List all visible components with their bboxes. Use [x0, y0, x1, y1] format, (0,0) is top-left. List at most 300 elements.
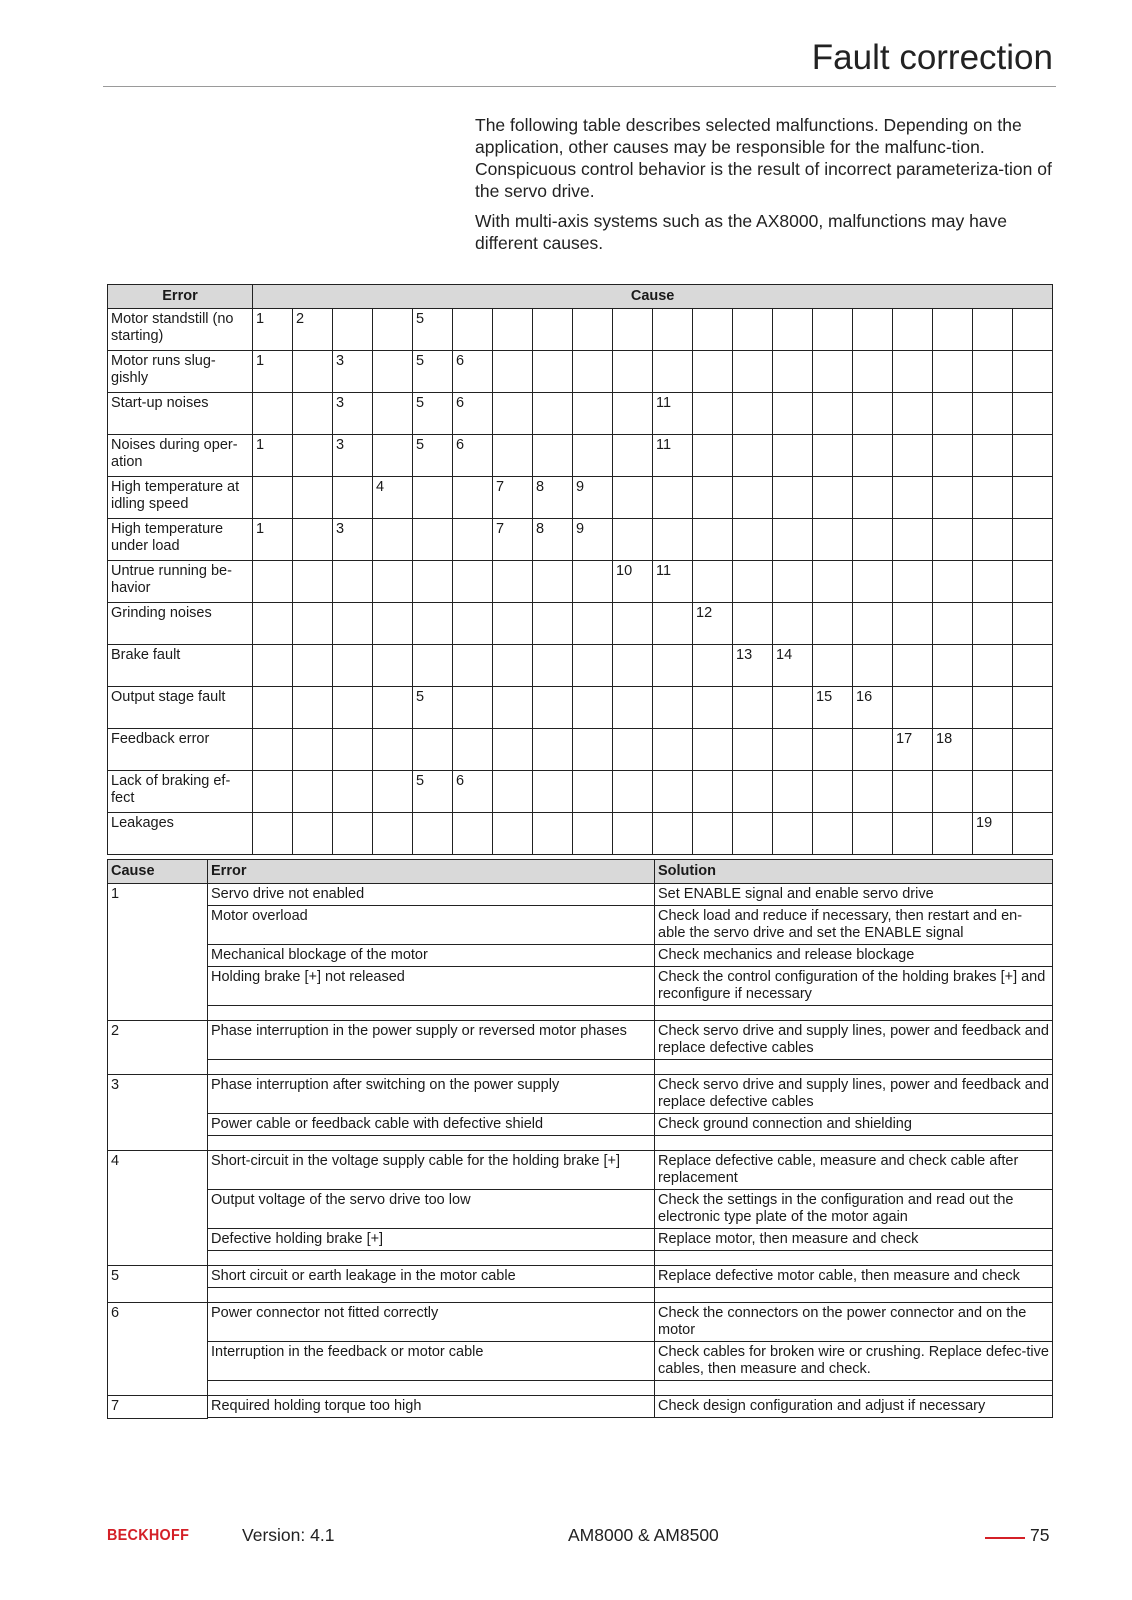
matrix-cause-cell	[853, 435, 893, 477]
matrix-cause-cell	[973, 729, 1013, 771]
matrix-cause-cell	[453, 729, 493, 771]
matrix-cause-cell	[653, 813, 693, 855]
matrix-error-cell: Noises during oper-ation	[108, 435, 253, 477]
solution-cause-cell: 2	[108, 1021, 208, 1075]
page-number-rule	[985, 1537, 1025, 1539]
matrix-cause-cell	[573, 645, 613, 687]
matrix-error-cell: Output stage fault	[108, 687, 253, 729]
group-spacer-row	[108, 1136, 1053, 1151]
solution-error-cell: Mechanical blockage of the motor	[208, 945, 655, 967]
matrix-cause-cell	[253, 771, 293, 813]
solution-row	[108, 945, 1053, 967]
solution-row	[108, 1151, 1053, 1190]
matrix-cause-cell: 11	[653, 435, 693, 477]
matrix-cause-cell	[373, 519, 413, 561]
matrix-cause-cell: 17	[893, 729, 933, 771]
matrix-cause-cell	[533, 687, 573, 729]
solution-text-cell: Replace defective cable, measure and check cable after replacement	[655, 1151, 1053, 1190]
spacer-cell	[655, 1381, 1053, 1396]
matrix-cause-cell: 10	[613, 561, 653, 603]
matrix-cause-cell	[933, 435, 973, 477]
spacer-cell	[208, 1136, 655, 1151]
matrix-cause-cell	[933, 687, 973, 729]
matrix-cause-cell	[693, 393, 733, 435]
matrix-cause-cell	[933, 477, 973, 519]
matrix-row	[108, 519, 1053, 561]
solutions-header-row	[108, 860, 1053, 884]
matrix-cause-cell	[493, 687, 533, 729]
spacer-cell	[208, 1288, 655, 1303]
solution-error-cell: Required holding torque too high	[208, 1396, 655, 1418]
matrix-cause-cell	[693, 687, 733, 729]
solution-error-cell: Short-circuit in the voltage supply cable for the holding brake [+]	[208, 1151, 655, 1190]
matrix-cause-cell	[253, 477, 293, 519]
matrix-cause-cell	[773, 771, 813, 813]
matrix-cause-cell	[573, 351, 613, 393]
solution-error-cell: Servo drive not enabled	[208, 884, 655, 906]
matrix-cause-cell	[453, 687, 493, 729]
matrix-row	[108, 813, 1053, 855]
matrix-cause-cell	[413, 519, 453, 561]
matrix-cause-cell	[853, 393, 893, 435]
matrix-cause-cell	[413, 813, 453, 855]
spacer-cell	[655, 1060, 1053, 1075]
matrix-cause-cell	[493, 771, 533, 813]
matrix-cause-cell	[493, 309, 533, 351]
solution-cause-cell: 3	[108, 1075, 208, 1151]
matrix-cause-cell	[613, 813, 653, 855]
matrix-cause-cell	[933, 771, 973, 813]
matrix-cause-cell	[373, 687, 413, 729]
matrix-cause-cell	[773, 309, 813, 351]
matrix-cause-cell	[333, 477, 373, 519]
matrix-cause-cell	[293, 477, 333, 519]
matrix-cause-cell	[373, 729, 413, 771]
matrix-cause-cell: 3	[333, 351, 373, 393]
matrix-cause-cell: 5	[413, 435, 453, 477]
solution-text-cell: Check servo drive and supply lines, power and feedback and replace defective cables	[655, 1021, 1053, 1060]
solution-error-cell: Holding brake [+] not released	[208, 967, 655, 1006]
matrix-header-cause: Cause	[253, 285, 1053, 309]
matrix-cause-cell: 5	[413, 687, 453, 729]
matrix-cause-cell	[973, 477, 1013, 519]
matrix-cause-cell	[253, 813, 293, 855]
spacer-cell	[208, 1418, 655, 1419]
matrix-cause-cell	[533, 729, 573, 771]
matrix-cause-cell	[333, 813, 373, 855]
matrix-cause-cell	[733, 561, 773, 603]
matrix-cause-cell	[813, 351, 853, 393]
matrix-cause-cell	[1013, 393, 1053, 435]
matrix-cause-cell	[613, 435, 653, 477]
matrix-cause-cell	[773, 561, 813, 603]
matrix-cause-cell	[493, 729, 533, 771]
matrix-cause-cell	[1013, 477, 1053, 519]
matrix-cause-cell	[693, 813, 733, 855]
matrix-cause-cell	[733, 435, 773, 477]
matrix-cause-cell	[853, 645, 893, 687]
solution-row	[108, 1303, 1053, 1342]
matrix-cause-cell	[773, 393, 813, 435]
matrix-cause-cell	[613, 519, 653, 561]
matrix-cause-cell	[933, 393, 973, 435]
matrix-cause-cell: 16	[853, 687, 893, 729]
matrix-cause-cell: 5	[413, 309, 453, 351]
matrix-cause-cell: 8	[533, 519, 573, 561]
fault-cause-matrix	[107, 284, 1053, 855]
matrix-cause-cell	[893, 393, 933, 435]
matrix-cause-cell	[853, 519, 893, 561]
matrix-cause-cell	[413, 645, 453, 687]
matrix-cause-cell	[893, 435, 933, 477]
matrix-cause-cell: 5	[413, 771, 453, 813]
matrix-cause-cell	[893, 645, 933, 687]
solution-error-cell: Output voltage of the servo drive too low	[208, 1190, 655, 1229]
matrix-cause-cell	[853, 561, 893, 603]
matrix-cause-cell	[1013, 435, 1053, 477]
matrix-cause-cell	[333, 309, 373, 351]
matrix-cause-cell	[893, 309, 933, 351]
matrix-cause-cell	[813, 645, 853, 687]
matrix-cause-cell	[973, 519, 1013, 561]
matrix-cause-cell	[493, 435, 533, 477]
matrix-row	[108, 477, 1053, 519]
matrix-cause-cell	[373, 771, 413, 813]
matrix-cause-cell	[373, 645, 413, 687]
cause-solution-table	[107, 859, 1053, 1419]
matrix-cause-cell	[813, 729, 853, 771]
matrix-cause-cell	[453, 561, 493, 603]
matrix-cause-cell	[893, 519, 933, 561]
matrix-cause-cell	[893, 687, 933, 729]
group-spacer-row	[108, 1060, 1053, 1075]
matrix-cause-cell	[253, 393, 293, 435]
matrix-row	[108, 771, 1053, 813]
matrix-cause-cell	[973, 603, 1013, 645]
solution-error-cell: Defective holding brake [+]	[208, 1229, 655, 1251]
matrix-cause-cell	[573, 729, 613, 771]
matrix-cause-cell	[1013, 645, 1053, 687]
matrix-error-cell: Brake fault	[108, 645, 253, 687]
matrix-cause-cell	[493, 351, 533, 393]
solution-row	[108, 1190, 1053, 1229]
solution-text-cell: Replace motor, then measure and check	[655, 1229, 1053, 1251]
matrix-cause-cell	[773, 519, 813, 561]
matrix-cause-cell	[373, 393, 413, 435]
matrix-cause-cell	[973, 393, 1013, 435]
matrix-cause-cell	[573, 687, 613, 729]
matrix-cause-cell	[893, 477, 933, 519]
matrix-error-cell: Grinding noises	[108, 603, 253, 645]
matrix-cause-cell	[453, 645, 493, 687]
matrix-cause-cell: 2	[293, 309, 333, 351]
matrix-cause-cell	[813, 561, 853, 603]
group-spacer-row	[108, 1381, 1053, 1396]
matrix-cause-cell	[853, 351, 893, 393]
matrix-cause-cell: 8	[533, 477, 573, 519]
intro-text	[475, 114, 1055, 254]
matrix-cause-cell: 18	[933, 729, 973, 771]
solution-cause-cell: 1	[108, 884, 208, 1021]
matrix-row	[108, 561, 1053, 603]
solution-cause-cell: 4	[108, 1151, 208, 1266]
solution-row	[108, 1075, 1053, 1114]
matrix-cause-cell	[373, 309, 413, 351]
solution-text-cell: Check design configuration and adjust if necessary	[655, 1396, 1053, 1418]
matrix-cause-cell	[653, 729, 693, 771]
matrix-cause-cell	[613, 687, 653, 729]
matrix-cause-cell	[813, 477, 853, 519]
matrix-cause-cell	[933, 561, 973, 603]
matrix-cause-cell	[1013, 561, 1053, 603]
matrix-cause-cell: 6	[453, 351, 493, 393]
matrix-cause-cell	[613, 393, 653, 435]
matrix-cause-cell	[653, 351, 693, 393]
group-spacer-row	[108, 1418, 1053, 1419]
matrix-cause-cell	[253, 561, 293, 603]
matrix-header-error: Error	[108, 285, 253, 309]
intro-paragraph: Conspicuous control behavior is the result of incorrect parameteriza-tion of the servo drive.	[475, 159, 1052, 201]
matrix-cause-cell	[613, 603, 653, 645]
matrix-cause-cell	[333, 561, 373, 603]
matrix-cause-cell: 3	[333, 519, 373, 561]
matrix-cause-cell	[693, 309, 733, 351]
page-title: Fault correction	[811, 38, 1053, 77]
matrix-cause-cell	[573, 561, 613, 603]
matrix-cause-cell	[253, 687, 293, 729]
matrix-cause-cell: 5	[413, 351, 453, 393]
solution-row	[108, 906, 1053, 945]
matrix-cause-cell: 19	[973, 813, 1013, 855]
matrix-cause-cell	[293, 687, 333, 729]
solution-text-cell: Check servo drive and supply lines, power and feedback and replace defective cables	[655, 1075, 1053, 1114]
matrix-cause-cell	[293, 729, 333, 771]
matrix-cause-cell	[613, 309, 653, 351]
solution-text-cell: Set ENABLE signal and enable servo drive	[655, 884, 1053, 906]
matrix-cause-cell	[893, 351, 933, 393]
matrix-cause-cell	[893, 813, 933, 855]
spacer-cell	[655, 1006, 1053, 1021]
solution-cause-cell: 7	[108, 1396, 208, 1419]
spacer-cell	[208, 1060, 655, 1075]
matrix-cause-cell	[653, 687, 693, 729]
matrix-cause-cell	[613, 477, 653, 519]
matrix-cause-cell	[693, 771, 733, 813]
matrix-cause-cell	[333, 729, 373, 771]
matrix-cause-cell	[773, 351, 813, 393]
matrix-cause-cell	[973, 771, 1013, 813]
solutions-header-solution: Solution	[655, 860, 1053, 884]
matrix-cause-cell	[653, 645, 693, 687]
matrix-cause-cell	[733, 519, 773, 561]
solution-text-cell: Check load and reduce if necessary, then restart and en-able the servo drive and set the ENABLE signal	[655, 906, 1053, 945]
matrix-cause-cell	[973, 309, 1013, 351]
matrix-error-cell: Untrue running be-havior	[108, 561, 253, 603]
matrix-cause-cell	[293, 519, 333, 561]
matrix-cause-cell	[613, 729, 653, 771]
matrix-cause-cell: 11	[653, 561, 693, 603]
spacer-cell	[208, 1006, 655, 1021]
matrix-row	[108, 645, 1053, 687]
matrix-cause-cell	[733, 687, 773, 729]
matrix-cause-cell	[693, 729, 733, 771]
footer-version: Version: 4.1	[242, 1525, 335, 1545]
matrix-error-cell: High temperature under load	[108, 519, 253, 561]
matrix-cause-cell	[813, 771, 853, 813]
matrix-cause-cell	[893, 771, 933, 813]
matrix-cause-cell	[853, 477, 893, 519]
solution-error-cell: Interruption in the feedback or motor cable	[208, 1342, 655, 1381]
matrix-cause-cell	[933, 309, 973, 351]
matrix-cause-cell: 15	[813, 687, 853, 729]
matrix-error-cell: Motor runs slug-gishly	[108, 351, 253, 393]
matrix-cause-cell	[813, 309, 853, 351]
matrix-cause-cell	[773, 729, 813, 771]
matrix-row	[108, 351, 1053, 393]
matrix-cause-cell	[293, 561, 333, 603]
matrix-cause-cell: 1	[253, 351, 293, 393]
matrix-cause-cell	[253, 645, 293, 687]
matrix-cause-cell	[333, 687, 373, 729]
solution-cause-cell: 5	[108, 1266, 208, 1303]
matrix-cause-cell	[573, 603, 613, 645]
matrix-cause-cell	[333, 771, 373, 813]
matrix-error-cell: Lack of braking ef-fect	[108, 771, 253, 813]
matrix-cause-cell	[773, 477, 813, 519]
matrix-cause-cell	[253, 729, 293, 771]
matrix-cause-cell: 4	[373, 477, 413, 519]
matrix-cause-cell: 6	[453, 393, 493, 435]
matrix-error-cell: Motor standstill (no starting)	[108, 309, 253, 351]
matrix-cause-cell	[933, 603, 973, 645]
matrix-cause-cell	[813, 435, 853, 477]
matrix-cause-cell	[693, 645, 733, 687]
matrix-cause-cell	[573, 813, 613, 855]
solution-row	[108, 1229, 1053, 1251]
matrix-cause-cell	[973, 687, 1013, 729]
matrix-cause-cell	[373, 603, 413, 645]
matrix-cause-cell	[533, 351, 573, 393]
matrix-cause-cell: 1	[253, 435, 293, 477]
matrix-cause-cell	[773, 813, 813, 855]
solution-text-cell: Check the control configuration of the holding brakes [+] and reconfigure if necessary	[655, 967, 1053, 1006]
matrix-row	[108, 393, 1053, 435]
beckhoff-logo: BECKHOFF	[107, 1527, 190, 1544]
matrix-cause-cell	[653, 477, 693, 519]
matrix-cause-cell: 7	[493, 519, 533, 561]
solutions-header-error: Error	[208, 860, 655, 884]
matrix-cause-cell: 13	[733, 645, 773, 687]
matrix-cause-cell	[693, 477, 733, 519]
matrix-cause-cell	[253, 603, 293, 645]
matrix-cause-cell	[973, 435, 1013, 477]
solution-row	[108, 1266, 1053, 1288]
matrix-cause-cell	[1013, 603, 1053, 645]
matrix-cause-cell	[493, 813, 533, 855]
matrix-cause-cell	[773, 435, 813, 477]
solution-row	[108, 1114, 1053, 1136]
matrix-cause-cell	[773, 603, 813, 645]
matrix-cause-cell	[693, 435, 733, 477]
matrix-cause-cell	[933, 519, 973, 561]
solution-error-cell: Short circuit or earth leakage in the motor cable	[208, 1266, 655, 1288]
matrix-cause-cell	[373, 813, 413, 855]
solution-error-cell: Motor overload	[208, 906, 655, 945]
intro-paragraph: The following table describes selected malfunctions. Depending on the application, other causes may be responsible for the malfunc-tion.	[475, 115, 1022, 157]
matrix-cause-cell: 11	[653, 393, 693, 435]
matrix-cause-cell	[293, 393, 333, 435]
matrix-cause-cell	[693, 351, 733, 393]
matrix-cause-cell	[333, 603, 373, 645]
matrix-cause-cell	[373, 351, 413, 393]
matrix-cause-cell	[293, 771, 333, 813]
matrix-cause-cell	[1013, 771, 1053, 813]
matrix-cause-cell	[1013, 813, 1053, 855]
matrix-cause-cell	[373, 435, 413, 477]
solution-text-cell: Check the settings in the configuration and read out the electronic type plate of the motor again	[655, 1190, 1053, 1229]
matrix-row	[108, 603, 1053, 645]
matrix-cause-cell	[813, 393, 853, 435]
matrix-cause-cell	[653, 519, 693, 561]
matrix-error-cell: Leakages	[108, 813, 253, 855]
matrix-cause-cell: 6	[453, 771, 493, 813]
matrix-cause-cell	[693, 561, 733, 603]
matrix-cause-cell	[813, 813, 853, 855]
matrix-cause-cell	[453, 477, 493, 519]
matrix-cause-cell: 1	[253, 309, 293, 351]
solution-text-cell: Check cables for broken wire or crushing. Replace defec-tive cables, then measure and check.	[655, 1342, 1053, 1381]
matrix-cause-cell: 1	[253, 519, 293, 561]
spacer-cell	[655, 1288, 1053, 1303]
matrix-cause-cell	[813, 603, 853, 645]
matrix-cause-cell	[693, 519, 733, 561]
solution-row	[108, 884, 1053, 906]
page-number: 75	[1030, 1525, 1050, 1545]
matrix-cause-cell: 5	[413, 393, 453, 435]
matrix-cause-cell	[1013, 309, 1053, 351]
solution-error-cell: Power connector not fitted correctly	[208, 1303, 655, 1342]
matrix-cause-cell	[973, 561, 1013, 603]
matrix-cause-cell	[293, 351, 333, 393]
solutions-header-cause: Cause	[108, 860, 208, 884]
matrix-cause-cell	[573, 393, 613, 435]
matrix-cause-cell	[933, 645, 973, 687]
matrix-cause-cell	[733, 351, 773, 393]
matrix-cause-cell	[853, 771, 893, 813]
matrix-cause-cell	[733, 813, 773, 855]
matrix-cause-cell	[933, 351, 973, 393]
matrix-row	[108, 729, 1053, 771]
solution-cause-cell: 6	[108, 1303, 208, 1396]
matrix-cause-cell	[1013, 351, 1053, 393]
matrix-cause-cell: 3	[333, 435, 373, 477]
matrix-cause-cell	[853, 309, 893, 351]
matrix-cause-cell	[453, 309, 493, 351]
matrix-row	[108, 687, 1053, 729]
matrix-error-cell: Feedback error	[108, 729, 253, 771]
matrix-cause-cell	[573, 771, 613, 813]
matrix-cause-cell	[293, 645, 333, 687]
footer-product: AM8000 & AM8500	[568, 1525, 719, 1545]
group-spacer-row	[108, 1288, 1053, 1303]
solution-text-cell: Check mechanics and release blockage	[655, 945, 1053, 967]
matrix-cause-cell	[853, 813, 893, 855]
matrix-cause-cell	[613, 645, 653, 687]
matrix-cause-cell	[613, 771, 653, 813]
solution-error-cell: Power cable or feedback cable with defective shield	[208, 1114, 655, 1136]
matrix-cause-cell	[493, 645, 533, 687]
matrix-cause-cell	[493, 603, 533, 645]
